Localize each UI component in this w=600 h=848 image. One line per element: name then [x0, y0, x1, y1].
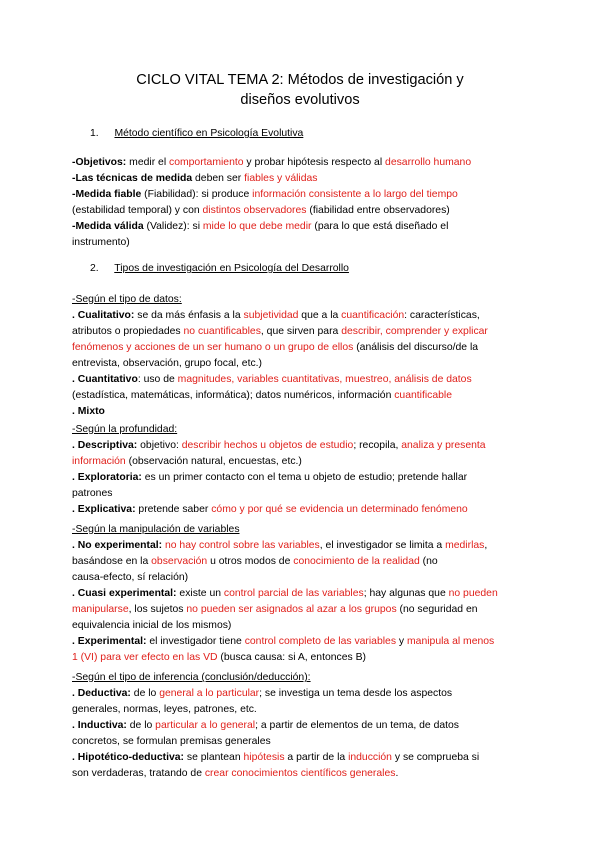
highlight-text: medirlas	[445, 540, 485, 551]
term-label: . Cuantitativo	[72, 374, 138, 385]
highlight-text: no pueden	[448, 588, 498, 599]
highlight-text: observación	[151, 556, 208, 567]
highlight-text: inducción	[348, 752, 392, 763]
group-line	[72, 470, 542, 486]
body-text: (Validez): si	[143, 221, 203, 232]
term-label: . No experimental:	[72, 540, 163, 551]
body-text: el investigador tiene	[146, 636, 245, 647]
section-1-line	[72, 171, 542, 187]
body-text: (análisis del discurso/de la	[353, 342, 479, 353]
group-line	[72, 454, 542, 470]
body-text: se plantean	[184, 752, 244, 763]
highlight-text: cuantificable	[394, 390, 452, 401]
section-1-heading	[90, 126, 560, 142]
group-line	[72, 602, 542, 618]
group-line	[72, 438, 542, 454]
term-label: . Mixto	[72, 406, 105, 417]
highlight-text: cuantificación	[341, 310, 405, 321]
term-label: -Medida fiable	[72, 189, 142, 200]
body-text: y se comprueba si	[391, 752, 480, 763]
body-text: patrones	[72, 488, 113, 499]
section-1-title: Método científico en Psicología Evolutiva	[114, 128, 304, 139]
group-line	[72, 586, 542, 602]
highlight-text: no cuantificables	[183, 326, 261, 337]
highlight-text: analiza y presenta	[401, 440, 486, 451]
body-text: causa-efecto, sí relación)	[72, 572, 189, 583]
body-text: u otros modos de	[207, 556, 294, 567]
highlight-text: control parcial de las variables	[223, 588, 364, 599]
group-line	[72, 766, 542, 782]
body-text: generales, normas, leyes, patrones, etc.	[72, 704, 257, 715]
section-1-line	[72, 155, 542, 171]
highlight-text: manipularse	[72, 604, 129, 615]
group-line	[72, 750, 542, 766]
section-2-number: 2.	[90, 263, 99, 274]
document-title-line-1: CICLO VITAL TEMA 2: Métodos de investigación y	[136, 72, 464, 88]
term-label: . Descriptiva:	[72, 440, 138, 451]
body-text: que a la	[298, 310, 342, 321]
highlight-text: información consistente a lo largo del tiempo	[252, 189, 458, 200]
term-label: . Cuasi experimental:	[72, 588, 177, 599]
group-line	[72, 686, 542, 702]
body-text: (estadística, matemáticas, informática); datos numéricos, información	[72, 390, 395, 401]
highlight-text: hipótesis	[243, 752, 285, 763]
highlight-text: distintos observadores	[202, 205, 307, 216]
body-text: atributos o propiedades	[72, 326, 184, 337]
group-line	[72, 702, 542, 718]
group-line	[72, 502, 542, 518]
term-label: . Hipotético-deductiva:	[72, 752, 184, 763]
group-heading: -Según el tipo de datos:	[72, 294, 182, 305]
group-line	[72, 404, 542, 420]
section-1-line	[72, 203, 542, 219]
group-line	[72, 308, 542, 324]
body-text: medir el	[126, 157, 170, 168]
highlight-text: desarrollo humano	[385, 157, 472, 168]
body-text: ; a partir de elementos de un tema, de datos	[255, 720, 460, 731]
highlight-text: fenómenos y acciones de un ser humano o un grupo de ellos	[72, 342, 354, 353]
highlight-text: fiables y válidas	[244, 173, 318, 184]
group-line	[72, 618, 542, 634]
highlight-text: particular a lo general	[155, 720, 256, 731]
group-line	[72, 340, 542, 356]
group-line	[72, 650, 542, 666]
body-text: concretos, se formulan premisas generales	[72, 736, 271, 747]
highlight-text: conocimiento de la realidad	[293, 556, 420, 567]
group-line	[72, 538, 542, 554]
body-text: (Fiabilidad): si produce	[141, 189, 253, 200]
body-text: equivalencia inicial de los mismos)	[72, 620, 232, 631]
highlight-text: mide lo que debe medir	[202, 221, 312, 232]
body-text: (busca causa: si A, entonces B)	[217, 652, 366, 663]
highlight-text: general a lo particular	[159, 688, 260, 699]
term-label: . Experimental:	[72, 636, 147, 647]
highlight-text: 1 (VI) para ver efecto en las VD	[72, 652, 218, 663]
highlight-text: crear conocimientos científicos generales	[204, 768, 396, 779]
term-label: . Inductiva:	[72, 720, 127, 731]
body-text: ; hay algunas que	[363, 588, 449, 599]
body-text: (fiabilidad entre observadores)	[306, 205, 450, 216]
body-text: (no	[419, 556, 438, 567]
document-title-line-2: diseños evolutivos	[240, 92, 360, 108]
body-text: ,	[484, 540, 488, 551]
section-2-heading	[90, 261, 560, 277]
term-label: . Cualitativo:	[72, 310, 135, 321]
highlight-text: magnitudes, variables cuantitativas, muestreo, análisis de datos	[177, 374, 472, 385]
body-text: (no seguridad en	[396, 604, 478, 615]
group-line	[72, 554, 542, 570]
group-line	[72, 734, 542, 750]
body-text: y probar hipótesis respecto al	[243, 157, 386, 168]
term-label: -Las técnicas de medida	[72, 173, 193, 184]
group-line	[72, 388, 542, 404]
group-line	[72, 634, 542, 650]
body-text: , los sujetos	[128, 604, 187, 615]
section-1-line	[72, 219, 542, 235]
body-text: objetivo:	[137, 440, 182, 451]
body-text: , el investigador se limita a	[319, 540, 446, 551]
highlight-text: no hay control sobre las variables	[164, 540, 320, 551]
section-2-title: Tipos de investigación en Psicología del Desarrollo	[114, 263, 349, 274]
highlight-text: información	[72, 456, 126, 467]
body-text: (estabilidad temporal) y con	[72, 205, 203, 216]
body-text: basándose en la	[72, 556, 152, 567]
highlight-text: manipula al menos	[407, 636, 495, 647]
highlight-text: comportamiento	[169, 157, 244, 168]
body-text: instrumento)	[72, 237, 130, 248]
group-heading: -Según la profundidad:	[72, 424, 178, 435]
section-1-line	[72, 235, 542, 251]
body-text: de lo	[126, 720, 156, 731]
term-label: -Medida válida	[72, 221, 144, 232]
body-text: (observación natural, encuestas, etc.)	[125, 456, 302, 467]
group-line	[72, 324, 542, 340]
body-text: y	[396, 636, 408, 647]
section-1-line	[72, 187, 542, 203]
term-label: . Deductiva:	[72, 688, 131, 699]
term-label: . Exploratoria:	[72, 472, 142, 483]
body-text: ; se investiga un tema desde los aspectos	[259, 688, 453, 699]
group-line	[72, 570, 542, 586]
body-text: es un primer contacto con el tema u objeto de estudio; pretende hallar	[141, 472, 468, 483]
group-line	[72, 486, 542, 502]
section-1-number: 1.	[90, 128, 99, 139]
body-text: pretende saber	[135, 504, 212, 515]
body-text: entrevista, observación, grupo focal, etc.)	[72, 358, 263, 369]
highlight-text: control completo de las variables	[244, 636, 397, 647]
highlight-text: no pueden ser asignados al azar a los grupos	[186, 604, 397, 615]
body-text: deben ser	[192, 173, 245, 184]
group-line	[72, 372, 542, 388]
group-heading: -Según el tipo de inferencia (conclusión/deducción):	[72, 672, 311, 683]
body-text: .	[395, 768, 399, 779]
body-text: , que sirven para	[260, 326, 342, 337]
body-text: existe un	[176, 588, 224, 599]
group-line	[72, 718, 542, 734]
body-text: : características,	[404, 310, 480, 321]
body-text: de lo	[130, 688, 160, 699]
group-heading: -Según la manipulación de variables	[72, 524, 240, 535]
body-text: a partir de la	[284, 752, 349, 763]
group-line	[72, 356, 542, 372]
highlight-text: cómo y por qué se evidencia un determinado fenómeno	[211, 504, 468, 515]
body-text: : uso de	[137, 374, 178, 385]
term-label: -Objetivos:	[72, 157, 127, 168]
body-text: ; recopila,	[353, 440, 402, 451]
body-text: (para lo que está diseñado el	[311, 221, 449, 232]
highlight-text: subjetividad	[243, 310, 299, 321]
body-text: se da más énfasis a la	[134, 310, 244, 321]
body-text: son verdaderas, tratando de	[72, 768, 205, 779]
term-label: . Explicativa:	[72, 504, 136, 515]
highlight-text: describir hechos u objetos de estudio	[181, 440, 354, 451]
highlight-text: describir, comprender y explicar	[341, 326, 488, 337]
